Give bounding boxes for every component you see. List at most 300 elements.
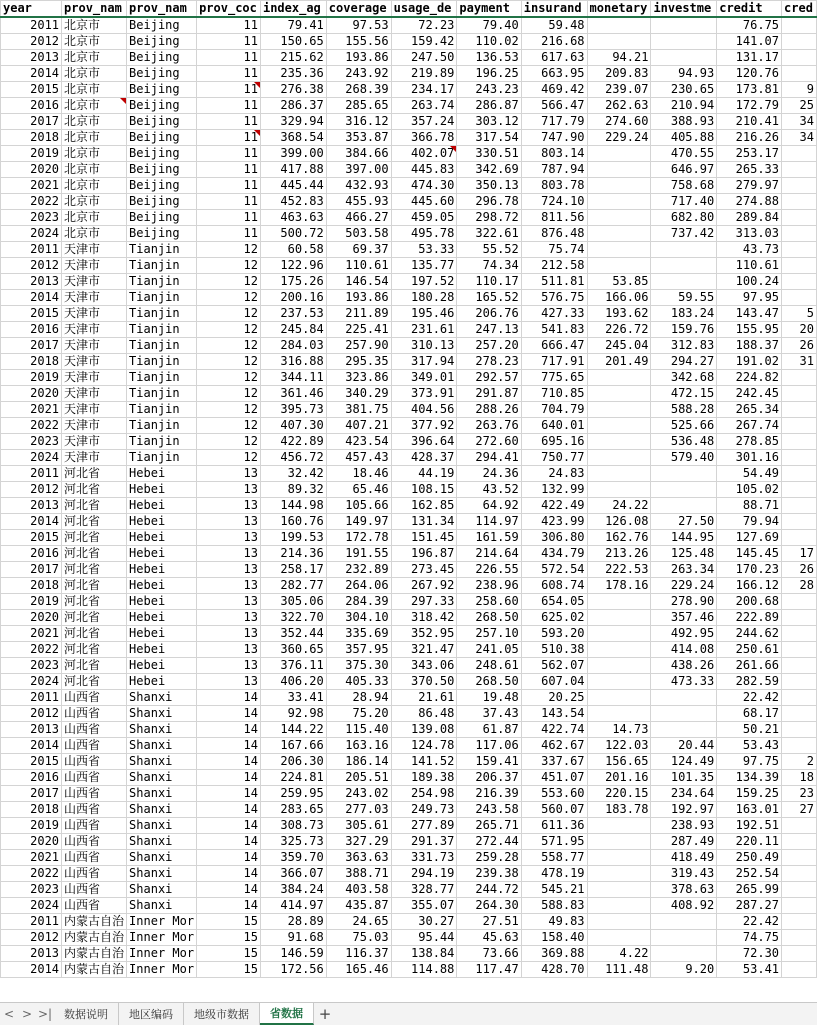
table-cell[interactable]: 214.36 <box>260 546 326 562</box>
table-cell[interactable]: 329.94 <box>260 114 326 130</box>
table-cell[interactable]: 山西省 <box>62 738 127 754</box>
table-cell[interactable]: 15 <box>197 946 261 962</box>
table-cell[interactable]: 310.13 <box>391 338 457 354</box>
table-cell[interactable]: 473.33 <box>651 674 717 690</box>
table-cell[interactable]: 2017 <box>1 786 62 802</box>
table-cell[interactable]: 11 <box>197 98 261 114</box>
table-cell[interactable]: 291.37 <box>391 834 457 850</box>
table-cell[interactable]: 75.20 <box>326 706 391 722</box>
table-cell[interactable]: 451.07 <box>521 770 587 786</box>
table-cell[interactable]: 330.51 <box>457 146 521 162</box>
table-cell[interactable]: 2023 <box>1 658 62 674</box>
table-cell[interactable]: 428.70 <box>521 962 587 978</box>
table-cell[interactable]: 94.21 <box>587 50 651 66</box>
table-cell[interactable]: 14 <box>197 690 261 706</box>
table-cell[interactable]: 11 <box>197 50 261 66</box>
table-cell[interactable]: Shanxi <box>127 738 197 754</box>
table-cell[interactable]: 北京市 <box>62 226 127 242</box>
table-cell[interactable]: 342.69 <box>457 162 521 178</box>
table-cell[interactable]: 30.27 <box>391 914 457 930</box>
table-cell[interactable]: 2015 <box>1 530 62 546</box>
table-cell[interactable]: Tianjin <box>127 354 197 370</box>
table-cell[interactable]: 18.46 <box>326 466 391 482</box>
table-cell[interactable]: 14 <box>197 898 261 914</box>
table-cell[interactable]: 279.97 <box>717 178 782 194</box>
table-cell[interactable] <box>782 722 817 738</box>
table-cell[interactable]: Beijing <box>127 226 197 242</box>
table-cell[interactable]: 357.46 <box>651 610 717 626</box>
table-cell[interactable]: 463.63 <box>260 210 326 226</box>
table-cell[interactable]: 264.30 <box>457 898 521 914</box>
table-cell[interactable]: 12 <box>197 258 261 274</box>
table-cell[interactable]: 143.47 <box>717 306 782 322</box>
table-cell[interactable]: 74.34 <box>457 258 521 274</box>
table-cell[interactable]: 268.39 <box>326 82 391 98</box>
table-cell[interactable]: 2018 <box>1 354 62 370</box>
table-cell[interactable]: 284.03 <box>260 338 326 354</box>
table-cell[interactable]: 226.72 <box>587 322 651 338</box>
table-cell[interactable]: 427.33 <box>521 306 587 322</box>
table-cell[interactable]: 388.71 <box>326 866 391 882</box>
table-cell[interactable]: 373.91 <box>391 386 457 402</box>
table-cell[interactable]: 105.66 <box>326 498 391 514</box>
table-cell[interactable] <box>782 930 817 946</box>
table-cell[interactable]: 13 <box>197 562 261 578</box>
table-cell[interactable] <box>587 834 651 850</box>
table-cell[interactable]: Tianjin <box>127 386 197 402</box>
table-cell[interactable]: Hebei <box>127 594 197 610</box>
table-cell[interactable]: 220.15 <box>587 786 651 802</box>
table-cell[interactable]: 64.92 <box>457 498 521 514</box>
table-cell[interactable]: 173.81 <box>717 82 782 98</box>
table-cell[interactable]: 75.74 <box>521 242 587 258</box>
table-cell[interactable]: 248.61 <box>457 658 521 674</box>
table-cell[interactable]: 445.44 <box>260 178 326 194</box>
table-cell[interactable]: 163.16 <box>326 738 391 754</box>
table-cell[interactable]: 北京市 <box>62 50 127 66</box>
table-cell[interactable] <box>587 418 651 434</box>
table-cell[interactable]: 53.33 <box>391 242 457 258</box>
table-cell[interactable]: 455.93 <box>326 194 391 210</box>
table-cell[interactable]: 河北省 <box>62 514 127 530</box>
table-cell[interactable]: 124.78 <box>391 738 457 754</box>
table-cell[interactable]: 2013 <box>1 50 62 66</box>
table-cell[interactable]: 21.61 <box>391 690 457 706</box>
table-cell[interactable]: 2013 <box>1 274 62 290</box>
table-cell[interactable]: 115.40 <box>326 722 391 738</box>
next-sheet-button[interactable]: >| <box>37 1007 53 1021</box>
table-cell[interactable]: 32.42 <box>260 466 326 482</box>
table-cell[interactable]: 305.06 <box>260 594 326 610</box>
table-cell[interactable]: 249.73 <box>391 802 457 818</box>
table-cell[interactable]: 2015 <box>1 754 62 770</box>
table-cell[interactable] <box>587 194 651 210</box>
table-cell[interactable]: 710.85 <box>521 386 587 402</box>
table-cell[interactable]: 303.12 <box>457 114 521 130</box>
table-cell[interactable]: 318.42 <box>391 610 457 626</box>
table-cell[interactable] <box>587 466 651 482</box>
table-cell[interactable]: 101.35 <box>651 770 717 786</box>
first-sheet-button[interactable]: < <box>3 1007 15 1021</box>
table-cell[interactable]: Shanxi <box>127 818 197 834</box>
table-cell[interactable]: 2015 <box>1 82 62 98</box>
table-cell[interactable]: 199.53 <box>260 530 326 546</box>
table-cell[interactable]: 13 <box>197 626 261 642</box>
table-cell[interactable] <box>587 610 651 626</box>
table-cell[interactable]: 2022 <box>1 194 62 210</box>
table-cell[interactable]: 111.48 <box>587 962 651 978</box>
table-cell[interactable]: 2023 <box>1 210 62 226</box>
table-cell[interactable]: 河北省 <box>62 674 127 690</box>
table-cell[interactable] <box>782 834 817 850</box>
table-cell[interactable] <box>782 482 817 498</box>
table-cell[interactable]: 200.16 <box>260 290 326 306</box>
table-cell[interactable]: 2024 <box>1 226 62 242</box>
table-cell[interactable]: Tianjin <box>127 402 197 418</box>
table-cell[interactable]: 2011 <box>1 914 62 930</box>
table-cell[interactable]: Hebei <box>127 482 197 498</box>
table-cell[interactable]: 682.80 <box>651 210 717 226</box>
table-cell[interactable]: 13 <box>197 578 261 594</box>
table-cell[interactable]: 27.50 <box>651 514 717 530</box>
table-cell[interactable]: Shanxi <box>127 898 197 914</box>
table-cell[interactable]: 238.93 <box>651 818 717 834</box>
table-cell[interactable]: 9.20 <box>651 962 717 978</box>
table-cell[interactable]: 206.76 <box>457 306 521 322</box>
table-cell[interactable]: 14 <box>197 850 261 866</box>
table-cell[interactable]: 2020 <box>1 834 62 850</box>
table-cell[interactable]: 243.23 <box>457 82 521 98</box>
table-cell[interactable] <box>587 850 651 866</box>
table-cell[interactable]: 317.54 <box>457 130 521 146</box>
table-cell[interactable]: 384.66 <box>326 146 391 162</box>
table-cell[interactable]: 265.33 <box>717 162 782 178</box>
table-cell[interactable]: 河北省 <box>62 530 127 546</box>
table-cell[interactable]: 天津市 <box>62 338 127 354</box>
table-cell[interactable]: 61.87 <box>457 722 521 738</box>
table-cell[interactable]: 28 <box>782 578 817 594</box>
table-cell[interactable]: 2022 <box>1 866 62 882</box>
table-cell[interactable]: 14 <box>197 706 261 722</box>
table-cell[interactable]: Hebei <box>127 498 197 514</box>
sheet-tab[interactable]: 地级市数据 <box>184 1003 260 1025</box>
table-cell[interactable]: Beijing <box>127 50 197 66</box>
table-cell[interactable]: 344.11 <box>260 370 326 386</box>
table-cell[interactable] <box>587 914 651 930</box>
table-cell[interactable] <box>782 50 817 66</box>
table-cell[interactable] <box>587 17 651 34</box>
table-cell[interactable] <box>587 642 651 658</box>
table-cell[interactable]: 257.90 <box>326 338 391 354</box>
table-cell[interactable]: 617.63 <box>521 50 587 66</box>
table-cell[interactable]: 15 <box>197 930 261 946</box>
table-cell[interactable]: 212.58 <box>521 258 587 274</box>
table-cell[interactable] <box>651 722 717 738</box>
table-cell[interactable]: 172.56 <box>260 962 326 978</box>
column-header[interactable]: prov_nam <box>62 1 127 18</box>
table-cell[interactable]: 399.00 <box>260 146 326 162</box>
table-cell[interactable] <box>782 17 817 34</box>
table-cell[interactable]: 2015 <box>1 306 62 322</box>
table-cell[interactable]: 192.97 <box>651 802 717 818</box>
table-cell[interactable]: 山西省 <box>62 850 127 866</box>
table-cell[interactable]: 472.15 <box>651 386 717 402</box>
table-cell[interactable]: 2020 <box>1 162 62 178</box>
table-cell[interactable]: 31 <box>782 354 817 370</box>
table-cell[interactable]: 天津市 <box>62 434 127 450</box>
column-header[interactable]: index_ag <box>260 1 326 18</box>
table-cell[interactable]: 134.39 <box>717 770 782 786</box>
table-cell[interactable]: 258.60 <box>457 594 521 610</box>
table-cell[interactable]: 593.20 <box>521 626 587 642</box>
table-cell[interactable]: 79.41 <box>260 17 326 34</box>
table-cell[interactable]: 山西省 <box>62 770 127 786</box>
table-cell[interactable] <box>782 466 817 482</box>
table-cell[interactable]: 145.45 <box>717 546 782 562</box>
table-cell[interactable]: 河北省 <box>62 466 127 482</box>
table-cell[interactable]: 2016 <box>1 322 62 338</box>
table-cell[interactable]: 422.89 <box>260 434 326 450</box>
table-cell[interactable] <box>782 498 817 514</box>
table-cell[interactable]: 285.65 <box>326 98 391 114</box>
table-cell[interactable]: 428.37 <box>391 450 457 466</box>
table-cell[interactable]: 9 <box>782 82 817 98</box>
table-cell[interactable]: 191.02 <box>717 354 782 370</box>
table-cell[interactable]: 210.41 <box>717 114 782 130</box>
table-cell[interactable]: 146.54 <box>326 274 391 290</box>
table-cell[interactable]: 252.54 <box>717 866 782 882</box>
table-cell[interactable]: 297.33 <box>391 594 457 610</box>
table-cell[interactable]: 265.71 <box>457 818 521 834</box>
table-cell[interactable]: 24.36 <box>457 466 521 482</box>
table-cell[interactable]: 2014 <box>1 514 62 530</box>
table-cell[interactable]: 188.37 <box>717 338 782 354</box>
table-cell[interactable]: 295.35 <box>326 354 391 370</box>
table-cell[interactable]: 305.61 <box>326 818 391 834</box>
table-cell[interactable]: 308.73 <box>260 818 326 834</box>
table-cell[interactable]: 114.88 <box>391 962 457 978</box>
table-cell[interactable]: 243.02 <box>326 786 391 802</box>
table-cell[interactable]: 235.36 <box>260 66 326 82</box>
column-header[interactable]: coverage <box>326 1 391 18</box>
table-cell[interactable]: Tianjin <box>127 322 197 338</box>
table-cell[interactable]: 13 <box>197 498 261 514</box>
table-cell[interactable]: 268.50 <box>457 610 521 626</box>
table-cell[interactable]: 12 <box>197 418 261 434</box>
table-cell[interactable]: 312.83 <box>651 338 717 354</box>
table-cell[interactable]: 河北省 <box>62 578 127 594</box>
table-cell[interactable]: 53.43 <box>717 738 782 754</box>
table-cell[interactable]: 288.26 <box>457 402 521 418</box>
table-cell[interactable]: 525.66 <box>651 418 717 434</box>
table-cell[interactable]: 26 <box>782 338 817 354</box>
table-cell[interactable]: 山西省 <box>62 802 127 818</box>
table-cell[interactable] <box>587 210 651 226</box>
table-cell[interactable]: 110.61 <box>326 258 391 274</box>
table-cell[interactable]: 14 <box>197 754 261 770</box>
table-cell[interactable]: Beijing <box>127 162 197 178</box>
table-cell[interactable]: 50.21 <box>717 722 782 738</box>
table-cell[interactable]: 25 <box>782 98 817 114</box>
table-cell[interactable]: 河北省 <box>62 642 127 658</box>
table-cell[interactable]: 11 <box>197 34 261 50</box>
table-cell[interactable]: 2022 <box>1 642 62 658</box>
table-cell[interactable]: 245.04 <box>587 338 651 354</box>
table-cell[interactable]: 405.88 <box>651 130 717 146</box>
table-cell[interactable]: 156.65 <box>587 754 651 770</box>
table-cell[interactable] <box>587 482 651 498</box>
table-cell[interactable]: 65.46 <box>326 482 391 498</box>
table-cell[interactable]: 146.59 <box>260 946 326 962</box>
table-cell[interactable] <box>651 466 717 482</box>
table-cell[interactable]: 河北省 <box>62 482 127 498</box>
table-cell[interactable]: 2019 <box>1 818 62 834</box>
table-cell[interactable] <box>587 658 651 674</box>
table-cell[interactable]: 717.91 <box>521 354 587 370</box>
table-cell[interactable]: 14 <box>197 834 261 850</box>
table-cell[interactable]: 470.55 <box>651 146 717 162</box>
table-cell[interactable]: 2019 <box>1 594 62 610</box>
table-cell[interactable]: 405.33 <box>326 674 391 690</box>
table-cell[interactable]: 14 <box>197 722 261 738</box>
table-cell[interactable]: 244.72 <box>457 882 521 898</box>
table-cell[interactable]: 26 <box>782 562 817 578</box>
table-cell[interactable]: 414.08 <box>651 642 717 658</box>
table-cell[interactable]: 22.42 <box>717 914 782 930</box>
table-cell[interactable] <box>782 530 817 546</box>
table-cell[interactable]: Hebei <box>127 674 197 690</box>
table-cell[interactable]: 282.77 <box>260 578 326 594</box>
table-cell[interactable] <box>587 34 651 50</box>
table-cell[interactable]: Tianjin <box>127 434 197 450</box>
table-cell[interactable]: 175.26 <box>260 274 326 290</box>
table-cell[interactable]: 17 <box>782 546 817 562</box>
table-cell[interactable]: 27.51 <box>457 914 521 930</box>
table-cell[interactable]: 88.71 <box>717 498 782 514</box>
table-cell[interactable]: 2013 <box>1 722 62 738</box>
table-cell[interactable]: 216.26 <box>717 130 782 146</box>
table-cell[interactable]: Hebei <box>127 466 197 482</box>
table-cell[interactable]: 53.41 <box>717 962 782 978</box>
table-cell[interactable]: 14 <box>197 818 261 834</box>
table-cell[interactable] <box>651 242 717 258</box>
table-cell[interactable]: 149.97 <box>326 514 391 530</box>
table-cell[interactable]: Beijing <box>127 210 197 226</box>
table-cell[interactable]: 159.25 <box>717 786 782 802</box>
table-cell[interactable]: 317.94 <box>391 354 457 370</box>
table-cell[interactable]: 469.42 <box>521 82 587 98</box>
table-cell[interactable]: 215.62 <box>260 50 326 66</box>
table-cell[interactable]: 11 <box>197 82 261 98</box>
table-cell[interactable]: 750.77 <box>521 450 587 466</box>
table-cell[interactable] <box>587 450 651 466</box>
table-cell[interactable]: 278.90 <box>651 594 717 610</box>
table-cell[interactable]: 352.44 <box>260 626 326 642</box>
table-cell[interactable]: Beijing <box>127 17 197 34</box>
table-cell[interactable]: 12 <box>197 386 261 402</box>
table-cell[interactable] <box>782 658 817 674</box>
table-cell[interactable]: 114.97 <box>457 514 521 530</box>
table-cell[interactable]: 366.07 <box>260 866 326 882</box>
table-cell[interactable]: 588.28 <box>651 402 717 418</box>
table-cell[interactable]: 2012 <box>1 258 62 274</box>
table-cell[interactable]: 127.69 <box>717 530 782 546</box>
table-cell[interactable]: 97.75 <box>717 754 782 770</box>
table-cell[interactable]: 263.76 <box>457 418 521 434</box>
table-cell[interactable]: Tianjin <box>127 242 197 258</box>
table-cell[interactable]: 136.53 <box>457 50 521 66</box>
table-cell[interactable]: Beijing <box>127 146 197 162</box>
table-cell[interactable]: 165.52 <box>457 290 521 306</box>
table-cell[interactable] <box>782 194 817 210</box>
table-cell[interactable]: 河北省 <box>62 498 127 514</box>
table-cell[interactable] <box>587 930 651 946</box>
table-cell[interactable]: 2013 <box>1 946 62 962</box>
table-cell[interactable]: 192.51 <box>717 818 782 834</box>
table-cell[interactable] <box>587 434 651 450</box>
table-cell[interactable]: 12 <box>197 338 261 354</box>
table-cell[interactable]: 343.06 <box>391 658 457 674</box>
table-cell[interactable]: 95.44 <box>391 930 457 946</box>
table-cell[interactable]: 640.01 <box>521 418 587 434</box>
table-cell[interactable]: 283.65 <box>260 802 326 818</box>
table-cell[interactable]: 286.87 <box>457 98 521 114</box>
table-cell[interactable]: 12 <box>197 354 261 370</box>
table-cell[interactable]: 193.86 <box>326 50 391 66</box>
table-cell[interactable]: 12 <box>197 242 261 258</box>
table-cell[interactable]: 139.08 <box>391 722 457 738</box>
table-cell[interactable]: 201.49 <box>587 354 651 370</box>
table-cell[interactable]: 76.75 <box>717 17 782 34</box>
table-cell[interactable]: 201.16 <box>587 770 651 786</box>
table-cell[interactable] <box>782 210 817 226</box>
table-cell[interactable]: Hebei <box>127 626 197 642</box>
table-cell[interactable]: 566.47 <box>521 98 587 114</box>
table-cell[interactable]: 254.98 <box>391 786 457 802</box>
table-cell[interactable]: 353.87 <box>326 130 391 146</box>
table-cell[interactable]: 369.88 <box>521 946 587 962</box>
table-cell[interactable]: 282.59 <box>717 674 782 690</box>
column-header[interactable]: prov_coc <box>197 1 261 18</box>
table-cell[interactable]: 122.03 <box>587 738 651 754</box>
table-cell[interactable] <box>782 162 817 178</box>
table-cell[interactable]: 河北省 <box>62 626 127 642</box>
table-cell[interactable]: 79.40 <box>457 17 521 34</box>
table-cell[interactable]: 20 <box>782 322 817 338</box>
table-cell[interactable]: 11 <box>197 226 261 242</box>
table-cell[interactable]: 337.67 <box>521 754 587 770</box>
table-cell[interactable]: 天津市 <box>62 322 127 338</box>
table-cell[interactable]: 12 <box>197 306 261 322</box>
table-cell[interactable]: 山西省 <box>62 786 127 802</box>
table-cell[interactable]: 28.89 <box>260 914 326 930</box>
table-cell[interactable]: Hebei <box>127 642 197 658</box>
table-cell[interactable]: Hebei <box>127 530 197 546</box>
table-cell[interactable]: 2018 <box>1 130 62 146</box>
table-cell[interactable]: 274.88 <box>717 194 782 210</box>
table-cell[interactable]: 河北省 <box>62 658 127 674</box>
table-cell[interactable]: 325.73 <box>260 834 326 850</box>
column-header[interactable]: cred <box>782 1 817 18</box>
table-cell[interactable]: 14 <box>197 786 261 802</box>
table-cell[interactable]: 214.64 <box>457 546 521 562</box>
table-cell[interactable]: 335.69 <box>326 626 391 642</box>
table-cell[interactable]: 196.25 <box>457 66 521 82</box>
table-cell[interactable]: 434.79 <box>521 546 587 562</box>
table-cell[interactable]: 内蒙古自治 <box>62 930 127 946</box>
table-cell[interactable]: 45.63 <box>457 930 521 946</box>
table-cell[interactable]: 193.86 <box>326 290 391 306</box>
